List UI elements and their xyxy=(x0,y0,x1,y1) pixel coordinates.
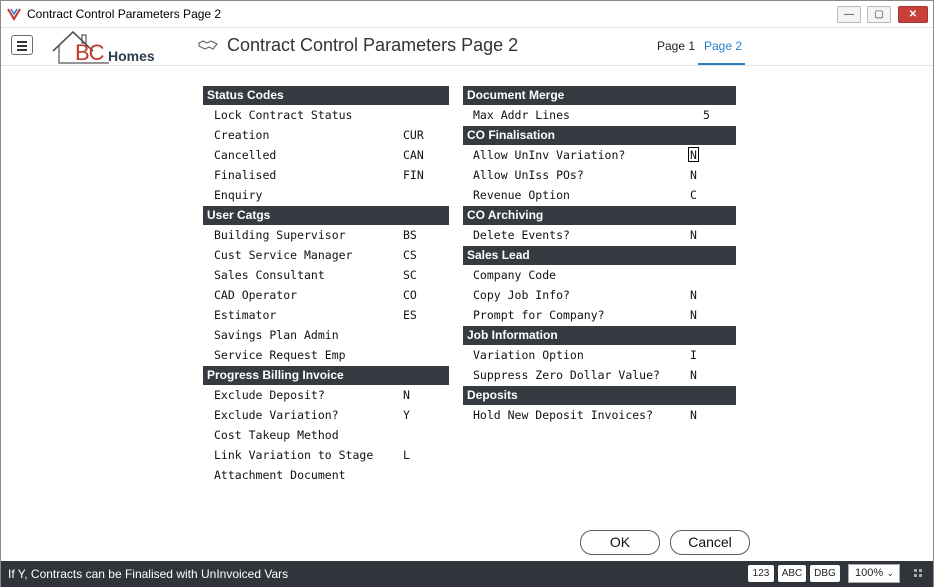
numeric-mode-button[interactable]: 123 xyxy=(748,565,774,582)
cancel-button[interactable]: Cancel xyxy=(670,530,750,555)
status-bar xyxy=(1,561,933,587)
field-label-enquiry: Enquiry xyxy=(214,188,263,202)
field-label-lock-contract-status: Lock Contract Status xyxy=(214,108,353,122)
field-label-exclude-deposit: Exclude Deposit? xyxy=(214,388,325,402)
hamburger-icon-line xyxy=(17,49,27,51)
close-icon: ✕ xyxy=(908,9,918,20)
field-value-variation-option[interactable]: I xyxy=(690,348,697,362)
field-label-cust-service-manager: Cust Service Manager xyxy=(214,248,353,262)
app-logo-icon xyxy=(7,7,21,21)
section-header-co-finalisation: CO Finalisation xyxy=(463,126,736,145)
field-label-exclude-variation: Exclude Variation? xyxy=(214,408,339,422)
field-value-revenue-option[interactable]: C xyxy=(690,188,697,202)
zoom-value: 100% xyxy=(855,567,884,579)
field-value-cancelled[interactable]: CAN xyxy=(403,148,424,162)
debug-button[interactable]: DBG xyxy=(810,565,840,582)
field-label-savings-plan-admin: Savings Plan Admin xyxy=(214,328,339,342)
zoom-select[interactable] xyxy=(848,564,900,583)
handshake-icon xyxy=(198,38,218,52)
field-label-variation-option: Variation Option xyxy=(473,348,584,362)
hamburger-icon xyxy=(17,41,27,43)
field-label-service-request-emp: Service Request Emp xyxy=(214,348,346,362)
active-tab-indicator xyxy=(698,63,745,65)
window-title: Contract Control Parameters Page 2 xyxy=(27,7,222,21)
field-label-company-code: Company Code xyxy=(473,268,557,282)
resize-grip-icon[interactable] xyxy=(913,568,923,578)
field-value-estimator[interactable]: ES xyxy=(403,308,417,322)
field-value-allow-uninv-variation[interactable]: N xyxy=(690,148,697,162)
field-value-exclude-variation[interactable]: Y xyxy=(403,408,410,422)
field-label-hold-new-deposit-invoices: Hold New Deposit Invoices? xyxy=(473,408,654,422)
section-header-co-archiving: CO Archiving xyxy=(463,206,736,225)
tab-page-1[interactable]: Page 1 xyxy=(657,39,696,53)
field-value-prompt-for-company[interactable]: N xyxy=(690,308,697,322)
section-header-progress-billing-invoice: Progress Billing Invoice xyxy=(203,366,449,385)
field-label-cancelled: Cancelled xyxy=(214,148,277,162)
field-label-max-addr-lines: Max Addr Lines xyxy=(473,108,570,122)
field-label-prompt-for-company: Prompt for Company? xyxy=(473,308,605,322)
logo-homes-text: Homes xyxy=(108,48,155,64)
section-header-document-merge: Document Merge xyxy=(463,86,736,105)
company-logo xyxy=(51,29,171,65)
status-message: If Y, Contracts can be Finalised with UnInvoiced Vars xyxy=(8,567,289,581)
field-value-copy-job-info[interactable]: N xyxy=(690,288,697,302)
field-value-delete-events[interactable]: N xyxy=(690,228,697,242)
field-value-finalised[interactable]: FIN xyxy=(403,168,424,182)
title-bar[interactable] xyxy=(1,1,933,28)
field-label-revenue-option: Revenue Option xyxy=(473,188,570,202)
field-value-cad-operator[interactable]: CO xyxy=(403,288,417,302)
section-header-status-codes: Status Codes xyxy=(203,86,449,105)
field-label-cost-takeup-method: Cost Takeup Method xyxy=(214,428,339,442)
field-label-creation: Creation xyxy=(214,128,270,142)
minimize-button[interactable] xyxy=(837,6,861,23)
field-label-allow-uniss-pos: Allow UnIss POs? xyxy=(473,168,584,182)
section-header-deposits: Deposits xyxy=(463,386,736,405)
ok-button[interactable]: OK xyxy=(580,530,660,555)
section-header-sales-lead: Sales Lead xyxy=(463,246,736,265)
section-header-job-information: Job Information xyxy=(463,326,736,345)
field-value-suppress-zero-dollar-value[interactable]: N xyxy=(690,368,697,382)
close-window-button[interactable] xyxy=(898,6,928,23)
maximize-icon: ▢ xyxy=(874,9,884,20)
header-bar xyxy=(1,28,933,66)
field-label-finalised: Finalised xyxy=(214,168,277,182)
field-value-hold-new-deposit-invoices[interactable]: N xyxy=(690,408,697,422)
maximize-button[interactable] xyxy=(867,6,891,23)
minimize-icon: — xyxy=(844,9,854,20)
field-label-copy-job-info: Copy Job Info? xyxy=(473,288,570,302)
chevron-down-icon: ⌄ xyxy=(886,568,894,578)
field-value-creation[interactable]: CUR xyxy=(403,128,424,142)
field-label-building-supervisor: Building Supervisor xyxy=(214,228,346,242)
field-label-allow-uninv-variation: Allow UnInv Variation? xyxy=(473,148,626,162)
field-value-allow-uniss-pos[interactable]: N xyxy=(690,168,697,182)
field-value-exclude-deposit[interactable]: N xyxy=(403,388,410,402)
alpha-mode-button[interactable]: ABC xyxy=(778,565,806,582)
tab-page-2[interactable]: Page 2 xyxy=(704,39,743,53)
field-value-building-supervisor[interactable]: BS xyxy=(403,228,417,242)
field-label-link-variation-to-stage: Link Variation to Stage xyxy=(214,448,374,462)
field-label-cad-operator: CAD Operator xyxy=(214,288,298,302)
field-value-max-addr-lines[interactable]: 5 xyxy=(703,108,710,122)
hamburger-icon-line xyxy=(17,45,27,47)
field-label-suppress-zero-dollar-value: Suppress Zero Dollar Value? xyxy=(473,368,660,382)
field-label-sales-consultant: Sales Consultant xyxy=(214,268,325,282)
field-label-estimator: Estimator xyxy=(214,308,277,322)
field-value-sales-consultant[interactable]: SC xyxy=(403,268,417,282)
field-value-cust-service-manager[interactable]: CS xyxy=(403,248,417,262)
page-title: Contract Control Parameters Page 2 xyxy=(227,35,519,55)
section-header-user-catgs: User Catgs xyxy=(203,206,449,225)
hamburger-menu-button[interactable] xyxy=(11,35,33,55)
logo-bc-text: BC xyxy=(75,40,104,65)
field-label-attachment-document: Attachment Document xyxy=(214,468,346,482)
field-label-delete-events: Delete Events? xyxy=(473,228,570,242)
field-value-link-variation-to-stage[interactable]: L xyxy=(403,448,410,462)
